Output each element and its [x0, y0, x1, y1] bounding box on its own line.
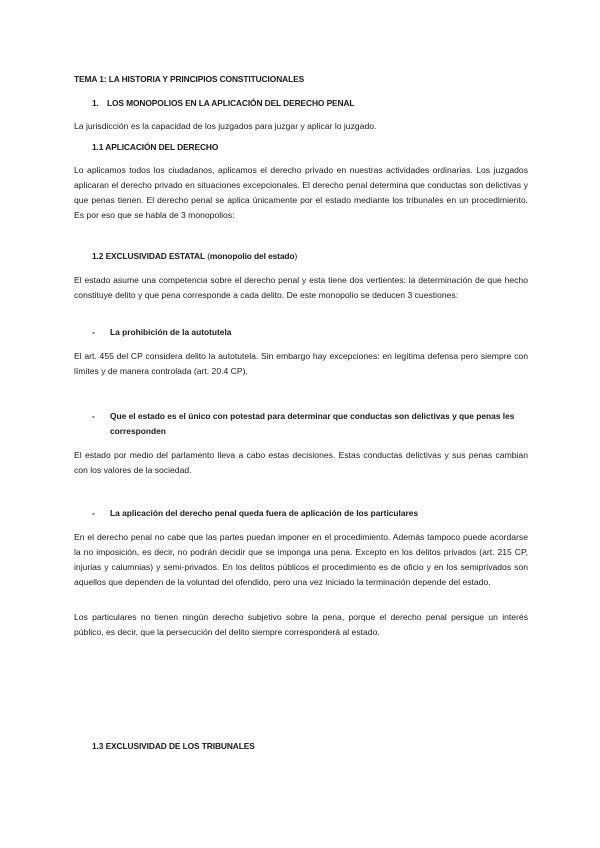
bullet-1-marker: -	[92, 327, 95, 337]
subsection-1-2-heading	[92, 249, 528, 264]
bullet-2-marker: -	[92, 411, 95, 421]
section-1-number: 1.	[92, 98, 99, 108]
bullet-3-paragraph-1: En el derecho penal no cabe que las partes puedan imponer en el procedimiento. Además tampoco puede acordarse la no imposición, es decir, no podrán decidir que se imponga una pena. Excepto en los delitos privados (art. 215 CP, injurias y calumnias) y semi-privados. En los delitos públicos el procedimiento es de oficio y en los semiprivados son aquellos que dependen de la voluntad del ofendido, pero una vez iniciado la terminación depende del estado.	[74, 532, 528, 587]
document-title: TEMA 1: LA HISTORIA Y PRINCIPIOS CONSTITUCIONALES	[74, 74, 305, 84]
bullet-1-paragraph: El art. 455 del CP considera delito la autotutela. Sin embargo hay excepciones: en legítima defensa pero siempre con límites y de manera controlada (art. 20.4 CP).	[74, 351, 528, 376]
bullet-2-paragraph: El estado por medio del parlamento lleva a cabo estas decisiones. Estas conductas delictivas y sus penas cambian con los valores de la sociedad.	[74, 450, 528, 475]
bullet-3-title: La aplicación del derecho penal queda fuera de aplicación de los particulares	[110, 508, 419, 518]
bullet-3-marker: -	[92, 508, 95, 518]
section-1-heading	[92, 96, 528, 111]
subsection-1-1-heading: 1.1 APLICACIÓN DEL DERECHO	[92, 142, 219, 152]
section-1-title: LOS MONOPOLIOS EN LA APLICACIÓN DEL DERECHO PENAL	[107, 98, 355, 108]
subsection-1-3-heading: 1.3 EXCLUSIVIDAD DE LOS TRIBUNALES	[92, 741, 255, 751]
subsection-1-2-title: 1.2 EXCLUSIVIDAD ESTATAL	[92, 251, 205, 261]
bullet-3-paragraph-2: Los particulares no tienen ningún derecho subjetivo sobre la pena, porque el derecho penal persigue un interés público, es decir, que la persecución del delito siempre corresponderá al estado.	[74, 612, 528, 637]
intro-paragraph: La jurisdicción es la capacidad de los juzgados para juzgar y aplicar lo juzgado.	[74, 121, 377, 131]
subsection-1-2-paragraph: El estado asume una competencia sobre el derecho penal y esta tiene dos vertientes: la determinación de que hecho constituye delito y que pena corresponde a cada delito. De este monopolio se deducen 3 cuestiones:	[74, 275, 528, 300]
paren-open: (	[205, 251, 210, 261]
paren-close: )	[294, 251, 298, 261]
subsection-1-1-paragraph: Lo aplicamos todos los ciudadanos, aplicamos el derecho privado en nuestras actividades ordinarias. Los juzgados aplicaran el derecho privado en situaciones excepcionales. El derecho penal determina que conductas son delictivas y que penas tienen. El derecho penal se aplica únicamente por el estado mediante los tribunales en un procedimiento. Es por eso que se habla de 3 monopolios:	[74, 165, 528, 220]
bullet-1-title: La prohibición de la autotutela	[110, 327, 232, 337]
bullet-2-title: Que el estado es el único con potestad para determinar que conductas son delictivas y que penas les corresponden	[110, 411, 515, 436]
subsection-1-2-subtitle: monopolio del estado	[209, 251, 295, 261]
